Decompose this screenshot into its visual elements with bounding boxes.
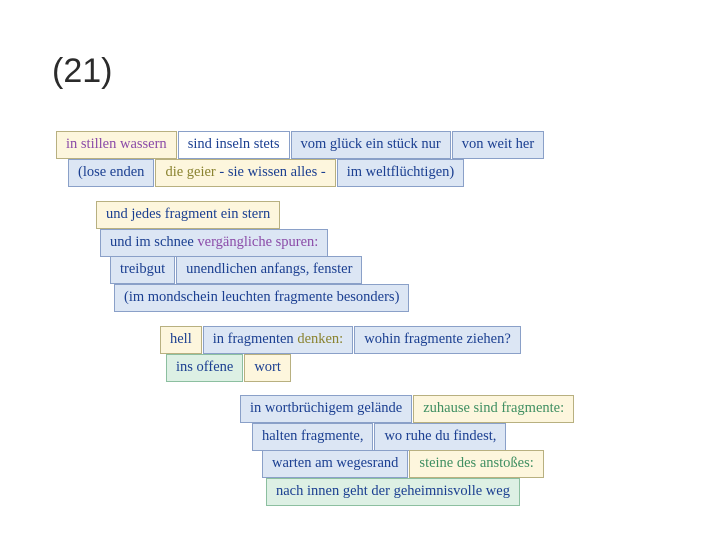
row-1 — [56, 131, 545, 159]
chip-text-run: treibgut — [120, 261, 166, 277]
chip-vom-glueck[interactable] — [291, 131, 451, 159]
chip-sind-inseln-stets[interactable] — [178, 131, 290, 159]
chip-text-run: nach innen geht der geheimnisvolle weg — [276, 483, 510, 499]
chip-ins-offene[interactable] — [166, 354, 243, 382]
chip-halten-fragmente[interactable] — [252, 423, 373, 451]
chip-text-run: und im schnee — [110, 234, 198, 250]
chip-von-weit-her[interactable] — [452, 131, 544, 159]
chip-lose-enden[interactable] — [68, 159, 154, 187]
chip-text-run: die geier — [165, 164, 216, 180]
chip-im-weltfluechtigen[interactable] — [337, 159, 465, 187]
chip-text-run: vom glück ein stück nur — [300, 136, 441, 152]
chip-text-run: wohin fragmente ziehen? — [364, 331, 511, 347]
chip-text-run: wort — [254, 359, 281, 375]
chip-in-fragmenten-denken[interactable] — [203, 326, 353, 354]
chip-text-run: halten fragmente, — [262, 428, 364, 444]
chip-zuhause-sind-fragmente[interactable] — [413, 395, 574, 423]
chip-in-stillen-wassern[interactable] — [56, 131, 177, 159]
row-10 — [252, 423, 507, 451]
chip-steine-des-anstosses[interactable] — [409, 450, 543, 478]
row-9 — [240, 395, 575, 423]
chip-und-im-schnee[interactable] — [100, 229, 328, 257]
chip-text-run: denken: — [297, 331, 344, 347]
chip-wo-ruhe-du-findest[interactable] — [374, 423, 506, 451]
row-3 — [96, 201, 281, 229]
chip-text-run: - sie wissen alles - — [215, 164, 326, 180]
chip-text-run: unendlichen anfangs, fenster — [186, 261, 353, 277]
chip-warten-am-wegesrand[interactable] — [262, 450, 408, 478]
chip-text-run: (im mondschein leuchten fragmente besonders) — [124, 289, 400, 305]
chip-hell[interactable] — [160, 326, 202, 354]
chip-wohin-fragmente-ziehen[interactable] — [354, 326, 521, 354]
chip-in-wortbruechigem-gelaende[interactable] — [240, 395, 412, 423]
chip-nach-innen-geht[interactable] — [266, 478, 520, 506]
row-7 — [160, 326, 522, 354]
slide-number: (21) — [52, 52, 113, 90]
chip-die-geier[interactable] — [155, 159, 335, 187]
chip-text-run: sind inseln stets — [187, 136, 280, 152]
chip-wort[interactable] — [244, 354, 291, 382]
chip-text-run: vergängliche spuren: — [197, 234, 319, 250]
chip-text-run: hell — [170, 331, 192, 347]
chip-text-run: steine des anstoßes: — [419, 455, 534, 471]
chip-text-run: in stillen wassern — [66, 136, 167, 152]
chip-text-run: wo ruhe du findest, — [384, 428, 497, 444]
row-11 — [262, 450, 545, 478]
chip-text-run: ins offene — [176, 359, 234, 375]
row-6 — [114, 284, 410, 312]
chip-und-jedes-fragment[interactable] — [96, 201, 280, 229]
chip-text-run: (lose enden — [78, 164, 145, 180]
row-5 — [110, 256, 363, 284]
row-2 — [68, 159, 465, 187]
chip-text-run: und jedes fragment ein stern — [106, 206, 271, 222]
chip-im-mondschein[interactable] — [114, 284, 409, 312]
chip-text-run: zuhause sind fragmente: — [423, 400, 565, 416]
row-12 — [266, 478, 521, 506]
chip-text-run: im weltflüchtigen) — [346, 164, 455, 180]
chip-text-run: von weit her — [461, 136, 535, 152]
chip-unendlichen-anfangs[interactable] — [176, 256, 362, 284]
chip-text-run: in fragmenten — [212, 331, 298, 347]
row-8 — [166, 354, 292, 382]
chip-text-run: in wortbrüchigem gelände — [250, 400, 403, 416]
row-4 — [100, 229, 329, 257]
chip-text-run: warten am wegesrand — [272, 455, 399, 471]
chip-treibgut[interactable] — [110, 256, 175, 284]
